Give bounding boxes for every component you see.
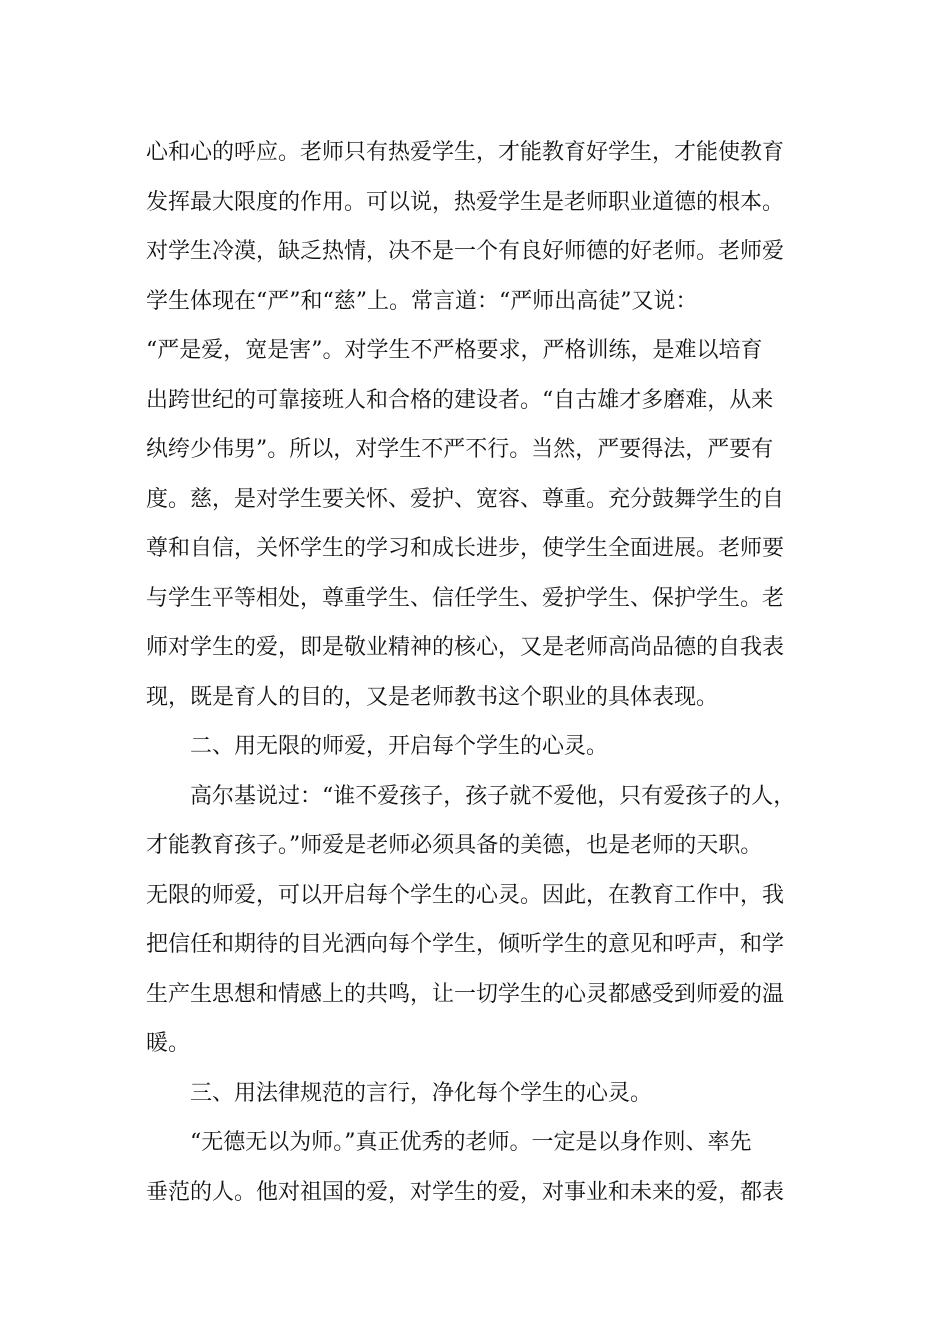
text-line: 纨绔少伟男”。所以，对学生不严不行。当然，严要得法，严要有 (146, 437, 774, 462)
text-line: 与学生平等相处，尊重学生、信任学生、爱护学生、保护学生。老 (146, 585, 785, 611)
text-line: 发挥最大限度的作用。可以说，热爱学生是老师职业道德的根本。 (146, 189, 785, 215)
text-line: 无限的师爱，可以开启每个学生的心灵。因此，在教育工作中，我 (146, 882, 785, 908)
text-line: 学生体现在“严”和“慈”上。常言道：“严师出高徒”又说： (146, 288, 698, 314)
section-heading-2: 二、用无限的师爱，开启每个学生的心灵。 (190, 734, 609, 759)
text-line: “严是爱，宽是害”。对学生不严格要求，严格训练，是难以培育 (146, 338, 763, 363)
text-line: 心和心的呼应。老师只有热爱学生，才能教育好学生，才能使教育 (146, 140, 785, 165)
text-line: 度。慈，是对学生要关怀、爱护、宽容、尊重。充分鼓舞学生的自 (146, 486, 785, 512)
text-line: 才能教育孩子。”师爱是老师必须具备的美德，也是老师的天职。 (146, 833, 763, 858)
text-line: 现，既是育人的目的，又是老师教书这个职业的具体表现。 (146, 684, 719, 710)
body-text (146, 128, 806, 1217)
text-line: 生产生思想和情感上的共鸣，让一切学生的心灵都感受到师爱的温 (146, 981, 785, 1007)
text-line: 暖。 (146, 1031, 191, 1056)
paragraph-start-line: 高尔基说过：“谁不爱孩子，孩子就不爱他，只有爱孩子的人， (190, 783, 796, 809)
text-line: 出跨世纪的可靠接班人和合格的建设者。“自古雄才多磨难，从来 (146, 387, 774, 413)
section-heading-3: 三、用法律规范的言行，净化每个学生的心灵。 (190, 1080, 653, 1106)
text-line: 对学生冷漠，缺乏热情，决不是一个有良好师德的好老师。老师爱 (146, 239, 785, 264)
text-line: 垂范的人。他对祖国的爱，对学生的爱，对事业和未来的爱，都表 (146, 1179, 785, 1205)
text-line: 尊和自信，关怀学生的学习和成长进步，使学生全面进展。老师要 (146, 536, 785, 561)
paragraph-start-line: “无德无以为师。”真正优秀的老师。一定是以身作则、率先 (190, 1130, 752, 1155)
text-line: 师对学生的爱，即是敬业精神的核心，又是老师高尚品德的自我表 (146, 635, 785, 660)
text-line: 把信任和期待的目光洒向每个学生，倾听学生的意见和呼声，和学 (146, 932, 785, 957)
